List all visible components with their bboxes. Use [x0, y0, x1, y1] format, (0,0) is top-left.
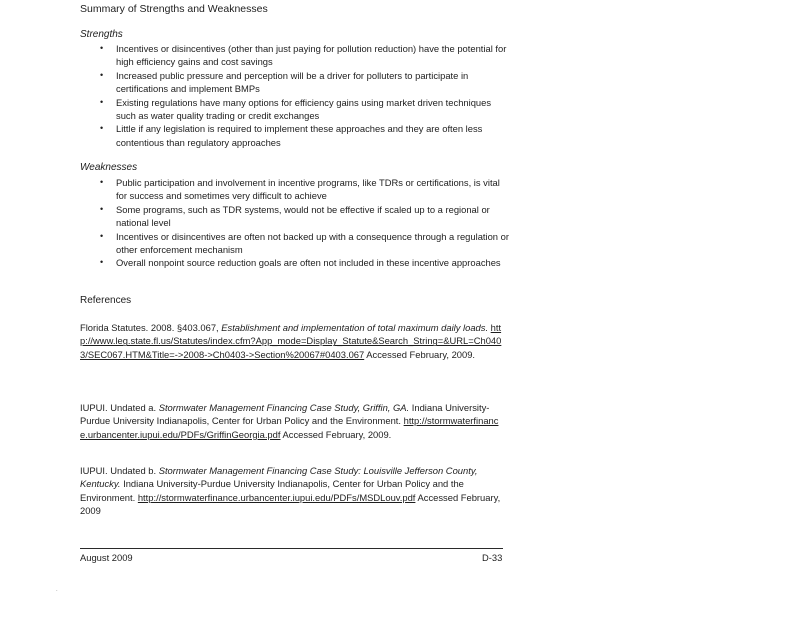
reference-link[interactable]: http://stormwaterfinance.urbancenter.iupui.edu/PDFs/MSDLouv.pdf	[137, 491, 416, 503]
weaknesses-heading: Weaknesses	[80, 162, 138, 173]
weaknesses-list	[80, 176, 510, 270]
weakness-item: • Some programs, such as TDR systems, would not be effective if scaled up to a regional or national level	[100, 203, 490, 229]
reference-title: Establishment and implementation of total maximum daily loads.	[221, 322, 489, 333]
weakness-item: • Incentives or disincentives are often not backed up with a consequence through a regulation or other enforcement mechanism	[100, 230, 509, 256]
weakness-item: • Overall nonpoint source reduction goals are often not included in these incentive approaches	[100, 257, 501, 269]
footer-date: August 2009	[80, 552, 133, 563]
footer-divider	[80, 548, 503, 549]
strength-item: • Increased public pressure and perception will be a driver for polluters to participate in certifications and implement BMPs	[100, 69, 469, 95]
strengths-list	[80, 42, 510, 149]
references-heading: References	[80, 295, 132, 306]
bullet-icon: •	[100, 230, 104, 241]
page-title: Summary of Strengths and Weaknesses	[80, 3, 268, 15]
bullet-icon: •	[100, 96, 104, 107]
weakness-item: • Public participation and involvement in incentive programs, like TDRs or certifications, is vital for success and sometimes very difficult to achieve	[100, 177, 500, 202]
strength-item: • Little if any legislation is required to implement these approaches and they are often less contentious than regulatory approaches	[100, 123, 483, 148]
reference-title: Stormwater Management Financing Case Study: Louisville Jefferson County, Kentucky.	[80, 465, 478, 490]
bullet-icon: •	[100, 43, 104, 53]
bullet-icon: •	[100, 69, 104, 80]
bullet-icon: •	[100, 257, 104, 268]
reference-entry: IUPUI. Undated b. Stormwater Management Financing Case Study: Louisville Jefferson County, Kentucky. Indiana University-Purdue University Indianapolis, Center for Urban Policy and the Environment. http://stormwaterfinance.urbancenter.iupui.edu/PDFs/MSDLouv.pdf Accessed February, 2009	[80, 465, 501, 517]
reference-link[interactable]: http://www.leg.state.fl.us/Statutes/index.cfm?App_mode=Display_Statute&Search_String=&URL=Ch0403/SEC067.HTM&Title=->2008->Ch0403->Section%20067#0403.067	[80, 322, 502, 360]
bullet-icon: •	[100, 123, 104, 134]
strength-item: • Existing regulations have many options for efficiency gains using market driven techniques such as water quality trading or credit exchanges	[100, 96, 492, 122]
reference-link[interactable]: http://stormwaterfinance.urbancenter.iupui.edu/PDFs/GriffinGeorgia.pdf	[80, 415, 499, 440]
page-number: D-33	[482, 552, 503, 563]
strengths-heading: Strengths	[80, 29, 123, 40]
reference-entry: Florida Statutes. 2008. §403.067, Establishment and implementation of total maximum daily loads. http://www.leg.state.fl.us/Statutes/index.cfm?App_mode=Display_Statute&Search_String=&URL=Ch0403/SEC067.HTM&Title=->2008->Ch0403->Section%20067#0403.067 Accessed February, 2009.	[80, 322, 502, 360]
reference-entry: IUPUI. Undated a. Stormwater Management Financing Case Study, Griffin, GA. Indiana University-Purdue University Indianapolis, Center for Urban Policy and the Environment. http://stormwaterfinance.urbancenter.iupui.edu/PDFs/GriffinGeorgia.pdf Accessed February, 2009.	[80, 402, 499, 440]
scan-speck: .	[56, 587, 58, 593]
bullet-icon: •	[100, 177, 104, 187]
bullet-icon: •	[100, 203, 104, 214]
strength-item: • Incentives or disincentives (other than just paying for pollution reduction) have the potential for high efficiency gains and cost savings	[100, 43, 507, 68]
reference-title: Stormwater Management Financing Case Study, Griffin, GA.	[158, 402, 410, 413]
